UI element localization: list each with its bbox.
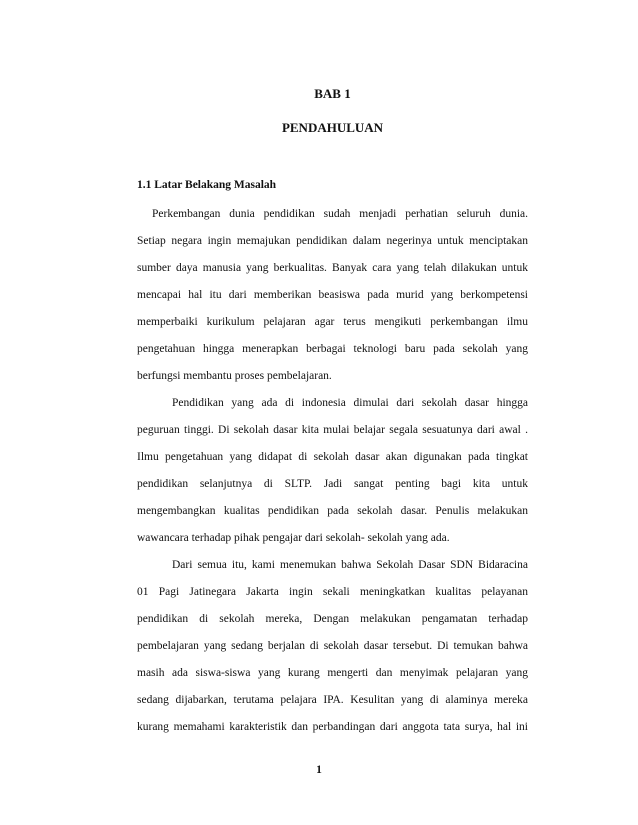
paragraph-line: Ilmu pengetahuan yang didapat di sekolah dasar akan digunakan pada tingkat: [137, 451, 528, 463]
page-number: 1: [316, 764, 322, 776]
paragraph-line: Perkembangan dunia pendidikan sudah menjadi perhatian seluruh dunia.: [152, 208, 528, 220]
paragraph-line: memperbaiki kurikulum pelajaran agar terus mengikuti perkembangan ilmu: [137, 316, 528, 328]
paragraph-line: berfungsi membantu proses pembelajaran.: [137, 370, 332, 382]
paragraph-line: masih ada siswa-siswa yang kurang mengerti dan menyimak pelajaran yang: [137, 667, 528, 679]
chapter-heading: BAB 1: [314, 86, 351, 101]
paragraph-line: mencapai hal itu dari memberikan beasiswa pada murid yang berkompetensi: [137, 289, 528, 301]
paragraph-line: kurang memahami karakteristik dan perbandingan dari anggota tata surya, hal ini: [137, 721, 528, 733]
paragraph-line: Dari semua itu, kami menemukan bahwa Sekolah Dasar SDN Bidaracina: [172, 559, 528, 571]
paragraph-line: pendidikan di sekolah mereka, Dengan melakukan pengamatan terhadap: [137, 613, 528, 625]
paragraph-line: pembelajaran yang sedang berjalan di sekolah dasar tersebut. Di temukan bahwa: [137, 640, 528, 652]
section-heading: 1.1 Latar Belakang Masalah: [137, 179, 277, 191]
paragraph-line: pengetahuan hingga menerapkan berbagai teknologi baru pada sekolah yang: [137, 343, 528, 355]
paragraph-line: peguruan tinggi. Di sekolah dasar kita mulai belajar segala sesuatunya dari awal .: [137, 424, 528, 436]
paragraph-line: 01 Pagi Jatinegara Jakarta ingin sekali meningkatkan kualitas pelayanan: [137, 586, 528, 598]
paragraph-line: mengembangkan kualitas pendidikan pada sekolah dasar. Penulis melakukan: [137, 505, 528, 517]
paragraph-line: sedang dijabarkan, terutama pelajara IPA. Kesulitan yang di alaminya mereka: [137, 694, 528, 706]
paragraph-line: sumber daya manusia yang berkualitas. Banyak cara yang telah dilakukan untuk: [137, 262, 528, 274]
chapter-title: PENDAHULUAN: [281, 120, 384, 135]
paragraph-line: wawancara terhadap pihak pengajar dari sekolah- sekolah yang ada.: [137, 532, 450, 544]
paragraph-line: Setiap negara ingin memajukan pendidikan dalam negerinya untuk menciptakan: [137, 235, 528, 247]
paragraph-line: Pendidikan yang ada di indonesia dimulai dari sekolah dasar hingga: [172, 397, 528, 409]
paragraph-line: pendidikan selanjutnya di SLTP. Jadi sangat penting bagi kita untuk: [137, 478, 528, 490]
